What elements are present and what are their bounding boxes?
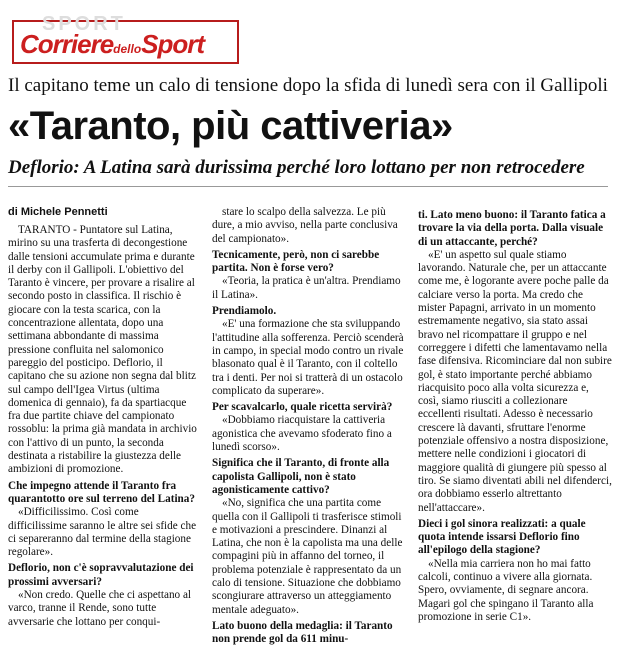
- article-byline: di Michele Pennetti: [8, 206, 108, 218]
- question-paragraph: Prendiamolo.: [212, 305, 277, 318]
- body-paragraph: «E' una formazione che sta sviluppando l'attitudine alla sofferenza. Perciò scenderà in campo, in special modo contro un rivale blasonato qual è il Taranto, con il coltello tra i denti. Per noi si tratterà di un ostacolo complicato da superare».: [212, 318, 404, 397]
- logo-word-2: dello: [113, 42, 142, 56]
- body-paragraph: TARANTO - Puntatore sul Latina, mirino su una trasferta di decongestione dalle tensioni accumulate prima e durante il derby con il Gallipoli. L'obiettivo del Taranto è vincere, per provare a risalire al secondo posto in classifica. Il rischio è giocare con la testa scarica, con la concentrazione allentata, dopo una settimana abbondante di massima pressione confluita nel salomonico pareggio del posticipo. Deflorio, il capitano che su azione non segna dal blitz sul campo dell'Igea Virtus (ultima domenica di gennaio), fa da spartiacque fra due partite chiave del campionato rossoblu: la prima già mandata in archivio con l'attivo di un punto, la seconda destinata a ristabilire la giustezza delle ambizioni di promozione.: [8, 224, 197, 476]
- question-paragraph: Deflorio, non c'è sopravvalutazione dei prossimi avversari?: [8, 562, 194, 588]
- body-paragraph: stare lo scalpo della salvezza. Le più dure, a mio avviso, nella parte conclusiva del campionato».: [212, 206, 398, 245]
- body-paragraph: «Dobbiamo riacquistare la cattiveria agonistica che avevamo sfoderato fino a lunedì scorso».: [212, 414, 392, 454]
- logo-wordmark: [20, 29, 204, 60]
- question-paragraph: Che impegno attende il Taranto fra quarantotto ore sul terreno del Latina?: [8, 479, 195, 505]
- masthead-logo: [12, 13, 239, 64]
- body-paragraph: «Non credo. Quelle che ci aspettano al varco, tranne il Rende, sono tutte avversarie che lottano per conqui-: [8, 589, 192, 628]
- masthead-ghost-text: SPORT: [42, 13, 126, 35]
- text-column-3: [418, 206, 612, 623]
- body-paragraph: «No, significa che una partita come quella con il Gallipoli ti trasferisce stimoli e motivazioni a prescindere. Dinanzi al Latina, che non è la capolista ma una delle compagini più in affanno del torneo, il problema potenziale è rappresentato da un calo di tensione. Situazione che dobbiamo scongiurare attraverso un atteggiamento mentale adeguato».: [212, 497, 403, 616]
- body-paragraph: «Teoria, la pratica è un'altra. Prendiamo il Latina».: [212, 275, 401, 301]
- question-paragraph: Dieci i gol sinora realizzati: a quale quota intende issarsi Deflorio fino all'epilogo della stagione?: [418, 517, 586, 557]
- article-kicker: Il capitano teme un calo di tensione dopo la sfida di lunedì sera con il Gallipoli: [8, 75, 608, 96]
- question-paragraph: ti. Lato meno buono: il Taranto fatica a trovare la via della porta. Dalla visuale di un attaccante, perché?: [418, 209, 606, 248]
- divider-rule: [8, 186, 608, 187]
- logo-word-1: Corriere: [20, 29, 114, 59]
- question-paragraph: Lato buono della medaglia: il Taranto non prende gol da 611 minu-: [212, 619, 393, 646]
- body-paragraph: «Nella mia carriera non ho mai fatto calcoli, continuo a vivere alla giornata. Spero, ovviamente, di segnare ancora. Magari gol che spingano il Taranto alla promozione in serie C1».: [418, 557, 594, 623]
- body-paragraph: «Difficilissimo. Così come difficilissime saranno le altre sei sfide che ci separeranno dal termine della stagione regolare».: [8, 506, 197, 559]
- article-subhead: Deflorio: A Latina sarà durissima perché loro lottano per non retrocedere: [8, 157, 585, 178]
- question-paragraph: Significa che il Taranto, di fronte alla capolista Gallipoli, non è stato agonisticamente cattivo?: [212, 457, 390, 496]
- text-column-1: [8, 224, 198, 628]
- text-column-2: [212, 206, 404, 646]
- logo-word-3: Sport: [141, 29, 205, 59]
- article-headline: «Taranto, più cattiveria»: [8, 104, 453, 148]
- question-paragraph: Tecnicamente, però, non ci sarebbe partita. Non è forse vero?: [212, 248, 380, 275]
- question-paragraph: Per scavalcarlo, quale ricetta servirà?: [212, 401, 393, 414]
- body-paragraph: «E' un aspetto sul quale stiamo lavorando. Naturale che, per un attaccante come me, è logorante avere poche palle da calciare verso la porta. Ma credo che mister Papagni, arrivato in un momento estremamente negativo, sia stato assai bravo nel ricompattare il gruppo e nel correggere i difetti che lamentavamo nella fase difensiva. Ricominciare dal non subire gol, è stato importante perché abbiamo riacquisito poco alla volta sicurezza e, così, siamo riusciti a collezionare eccellenti risultati. Adesso è necessario crescere là davanti, sfruttare l'enorme potenziale offensivo a nostra disposizione, mettere nelle condizioni i giocatori di maggiore qualità di giungere più spesso al tiro. Se siamo diventati abili nel difenderci, ora dobbiamo esserlo altrettanto nell'attaccare».: [418, 248, 612, 514]
